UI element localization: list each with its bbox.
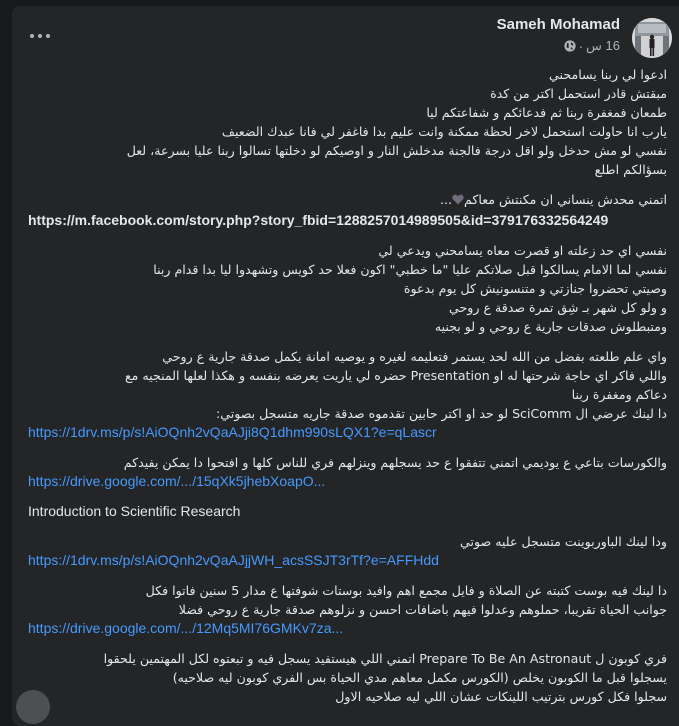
text-line: دعاكم ومغفرة ربنا xyxy=(571,387,667,402)
globe-icon[interactable] xyxy=(564,40,576,52)
more-options-dot xyxy=(46,34,50,38)
text-line: دا لينك عرضي ال SciComm لو حد او اكتر حابين تقدموه صدقة جاريه متسجل بصوتي: xyxy=(215,406,667,421)
author-avatar[interactable] xyxy=(632,18,672,58)
text-line xyxy=(28,190,667,209)
text-line: ادعوا لي ربنا يسامحني xyxy=(549,67,667,82)
text-fragment: اتمني محدش ينساني ان مكنتش معاكم xyxy=(464,192,667,207)
text-line: فري كوبون ل Prepare To Be An Astronaut اتمني اللي هيستفيد يسجل فيه و تبعتوه لكل المهتمين يلحقوا xyxy=(103,651,667,666)
courses-drive-link[interactable]: https://drive.google.com/.../15qXk5jhebXoapO... xyxy=(28,473,326,489)
text-line: طمعان فمغفرة ربنا ثم فدعائكم و شفاعتكم ليا xyxy=(426,105,667,120)
text-line: واللي فاكر اي حاجة شرحتها له او Presentation حضره لي ياريت يعرضه بنفسه و هكذا لعلها المنجيه مع xyxy=(124,368,667,383)
text-line: بسؤالكم اطلع xyxy=(594,162,667,177)
text-line: ومتبطلوش صدقات جارية ع روحي و لو بجنيه xyxy=(434,319,667,334)
text-line: وصيتي تحضروا جنازتي و متنسونيش كل يوم بدعوة xyxy=(403,281,667,296)
text-line: يارب انا حاولت استحمل لاخر لحظة ممكنة وانت عليم بدا فاغفر لي فانا عبدك الضعيف xyxy=(221,124,667,139)
text-line: نفسي اي حد زعلته او قصرت معاه يسامحني ويدعي لي xyxy=(378,243,667,258)
text-line: جوانب الحياة تقريبا، حملوهم وعدلوا فيهم باضافات احسن و نزلوهم صدقة جارية ع روحي فضلا xyxy=(178,602,667,617)
text-line: سجلوا فكل كورس بترتيب اللينكات عشان اللي ليه صلاحيه الاول xyxy=(335,689,667,704)
more-options-icon xyxy=(30,34,34,38)
paragraph-prayer xyxy=(28,65,667,179)
meta-separator: · xyxy=(578,38,584,54)
paragraph-memory xyxy=(28,190,667,230)
post-body xyxy=(28,65,667,717)
paragraph-prayer-post xyxy=(28,581,667,638)
avatar-photo xyxy=(632,18,672,58)
author-name[interactable]: Sameh Mohamad xyxy=(496,16,620,33)
text-line: و ولو كل شهر بـ شِق تمرة صدقة ع روحي xyxy=(449,300,667,315)
text-line: ودا لينك الباوربوينت متسجل عليه صوتي xyxy=(460,534,667,549)
text-line: واي علم طلعته بفضل من الله لحد يستمر فتعليمه لغيره و يوصيه امانة يكمل صدقة جارية ع روحي xyxy=(162,349,667,364)
scicomm-presentation-link[interactable]: https://1drv.ms/p/s!AiOQnh2vQaAJji8Q1dhm990sLQX1?e=qLascr xyxy=(28,424,437,440)
course-title: Introduction to Scientific Research xyxy=(28,503,241,519)
text-line: دا لينك فيه بوست كتبته عن الصلاة و فايل مجمع اهم وافيد بوستات شوفتها ع مدار 5 سنين فاتوا فكل xyxy=(145,583,667,598)
more-options-dot xyxy=(38,34,42,38)
paragraph-coupon xyxy=(28,649,667,706)
text-line: والكورسات بتاعي ع يوديمي اتمني تتفقوا ع حد يسجلهم وينزلهم فري للناس كلها و افتحوا دا يمكن يفيدكم xyxy=(123,455,667,470)
more-options-button[interactable] xyxy=(30,27,62,45)
powerpoint-link[interactable]: https://1drv.ms/p/s!AiOQnh2vQaAJjjWH_acsSSJT3rTf?e=AFFHdd xyxy=(28,552,439,568)
text-line: مبقتش قادر استحمل اكتر من كدة xyxy=(490,86,667,101)
paragraph-powerpoint xyxy=(28,532,667,570)
text-line: نفسي لو مش حدخل ولو اقل درجة فالجنة مدخلش النار و اوصيكم لو دخلتها تسالوا ربنا عليا بسرعة، لعل xyxy=(126,143,667,158)
text-ellipsis: ... xyxy=(440,192,453,207)
post-time[interactable]: 16 س xyxy=(586,38,620,53)
text-line: يسجلوا قبل ما الكوبون يخلص (الكورس مكمل معاهم مدي الحياة بس الفري كوبون ليه صلاحيه) xyxy=(172,670,667,685)
paragraph-knowledge xyxy=(28,347,667,442)
heart-icon xyxy=(452,194,464,205)
paragraph-courses xyxy=(28,453,667,491)
text-line: نفسي لما الامام يسالكوا قبل صلاتكم عليا "ما خطبي" اكون فعلا حد كويس وتشهدوا ليا بدا قدام ربنا xyxy=(153,262,667,277)
paragraph-wishes xyxy=(28,241,667,336)
commenter-avatar[interactable] xyxy=(16,690,50,724)
facebook-story-link[interactable]: https://m.facebook.com/story.php?story_fbid=1288257014989505&id=379176332564249 xyxy=(28,212,609,228)
post-meta xyxy=(564,38,620,54)
prayer-drive-link[interactable]: https://drive.google.com/.../12Mq5MI76GMKv7za... xyxy=(28,620,344,636)
